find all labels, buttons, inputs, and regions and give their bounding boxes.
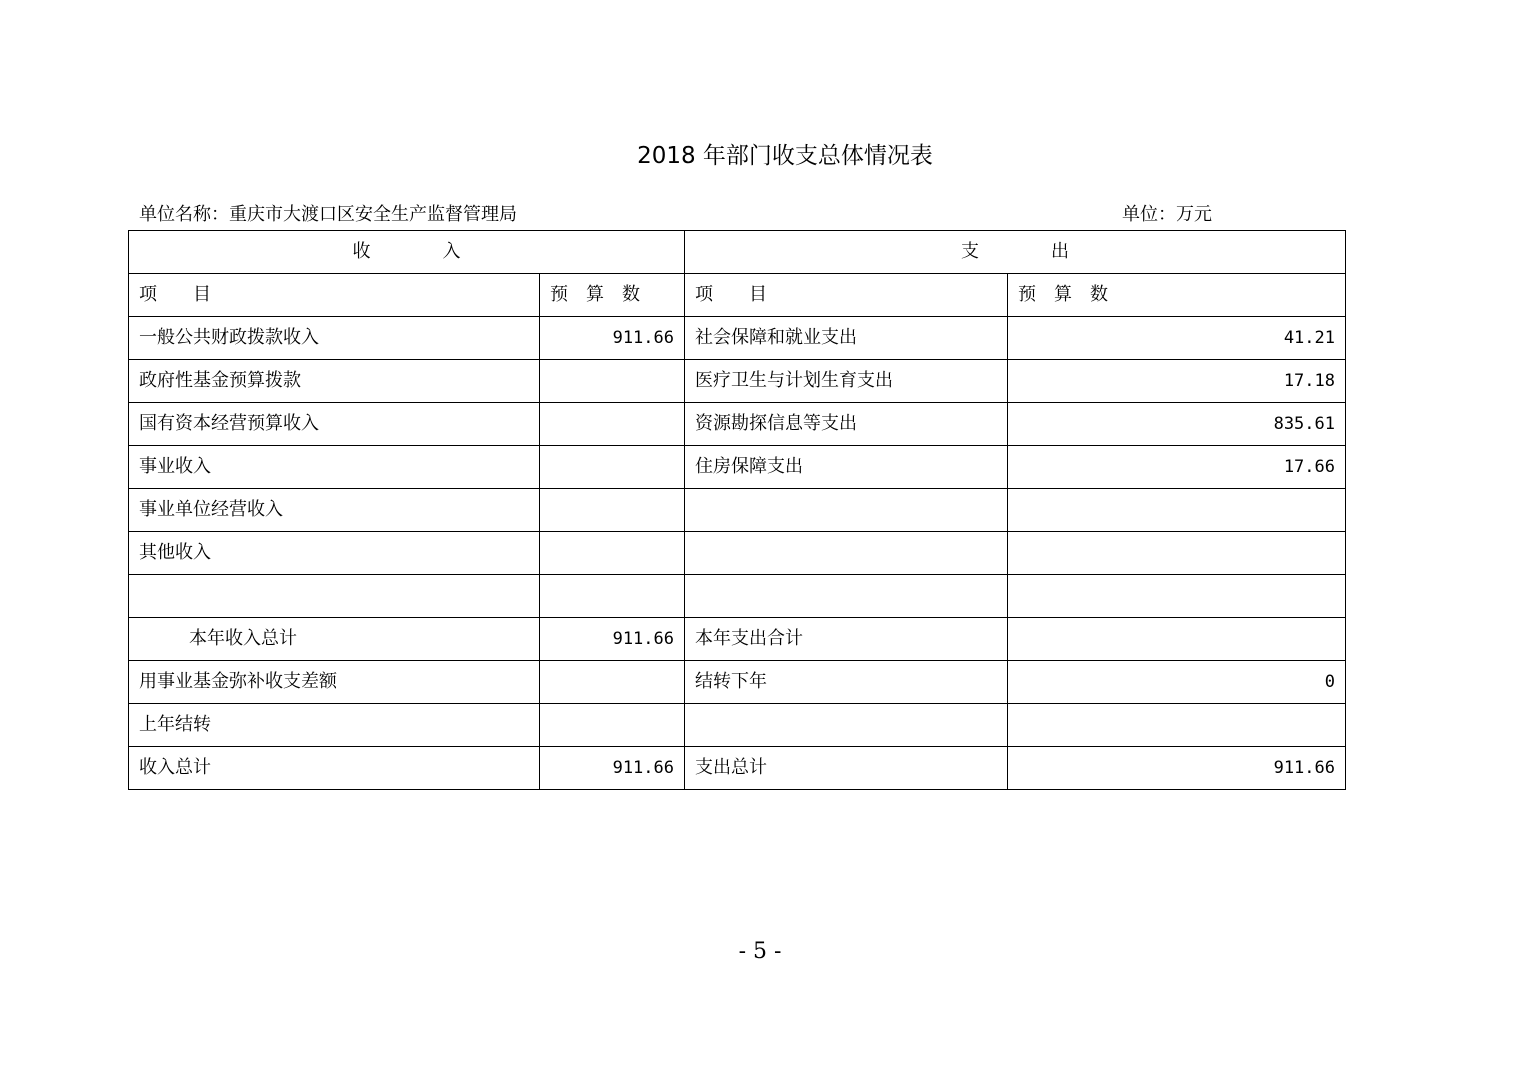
expense-item: 支出总计 (685, 747, 1008, 790)
expense-item: 本年支出合计 (685, 618, 1008, 661)
income-item: 用事业基金弥补收支差额 (129, 661, 540, 704)
income-section-header: 收 入 (129, 231, 685, 274)
expense-value: 0 (1008, 661, 1346, 704)
expense-value (1008, 618, 1346, 661)
table-row (129, 575, 1346, 618)
expense-value: 911.66 (1008, 747, 1346, 790)
expense-value: 17.66 (1008, 446, 1346, 489)
expense-item-header: 项 目 (685, 274, 1008, 317)
document-title: 2018 年部门收支总体情况表 (637, 143, 933, 169)
income-budget-header: 预 算 数 (540, 274, 685, 317)
income-item (129, 575, 540, 618)
table-row (129, 317, 1346, 360)
expense-item (685, 704, 1008, 747)
table-row (129, 489, 1346, 532)
income-value: 911.66 (540, 618, 685, 661)
income-item: 政府性基金预算拨款 (129, 360, 540, 403)
table-row (129, 403, 1346, 446)
currency-unit-label: 单位：万元 (1122, 204, 1212, 225)
income-item-header: 项 目 (129, 274, 540, 317)
table-row (129, 446, 1346, 489)
income-item: 收入总计 (129, 747, 540, 790)
income-item: 本年收入总计 (129, 618, 540, 661)
section-header-row (129, 231, 1346, 274)
expense-value: 41.21 (1008, 317, 1346, 360)
expense-value (1008, 489, 1346, 532)
income-value (540, 446, 685, 489)
expense-item: 社会保障和就业支出 (685, 317, 1008, 360)
expense-item (685, 532, 1008, 575)
expense-value (1008, 532, 1346, 575)
table-row (129, 360, 1346, 403)
income-value: 911.66 (540, 317, 685, 360)
table-row (129, 747, 1346, 790)
expense-item (685, 489, 1008, 532)
expense-item: 医疗卫生与计划生育支出 (685, 360, 1008, 403)
income-item: 一般公共财政拨款收入 (129, 317, 540, 360)
income-value (540, 575, 685, 618)
table-row (129, 532, 1346, 575)
expense-section-header: 支 出 (685, 231, 1346, 274)
unit-name-label: 单位名称：重庆市大渡口区安全生产监督管理局 (139, 204, 517, 225)
expense-item: 结转下年 (685, 661, 1008, 704)
income-value (540, 661, 685, 704)
budget-table (128, 230, 1346, 790)
income-value: 911.66 (540, 747, 685, 790)
expense-value (1008, 575, 1346, 618)
income-value (540, 704, 685, 747)
expense-value: 835.61 (1008, 403, 1346, 446)
income-item: 事业收入 (129, 446, 540, 489)
income-item: 其他收入 (129, 532, 540, 575)
expense-budget-header: 预 算 数 (1008, 274, 1346, 317)
table-row (129, 661, 1346, 704)
income-value (540, 360, 685, 403)
income-item: 上年结转 (129, 704, 540, 747)
table-row (129, 618, 1346, 661)
page-number: - 5 - (738, 939, 782, 964)
table-row (129, 704, 1346, 747)
expense-value: 17.18 (1008, 360, 1346, 403)
expense-item: 资源勘探信息等支出 (685, 403, 1008, 446)
expense-value (1008, 704, 1346, 747)
income-item: 国有资本经营预算收入 (129, 403, 540, 446)
income-item: 事业单位经营收入 (129, 489, 540, 532)
income-value (540, 489, 685, 532)
expense-item: 住房保障支出 (685, 446, 1008, 489)
income-value (540, 403, 685, 446)
income-value (540, 532, 685, 575)
expense-item (685, 575, 1008, 618)
column-header-row (129, 274, 1346, 317)
